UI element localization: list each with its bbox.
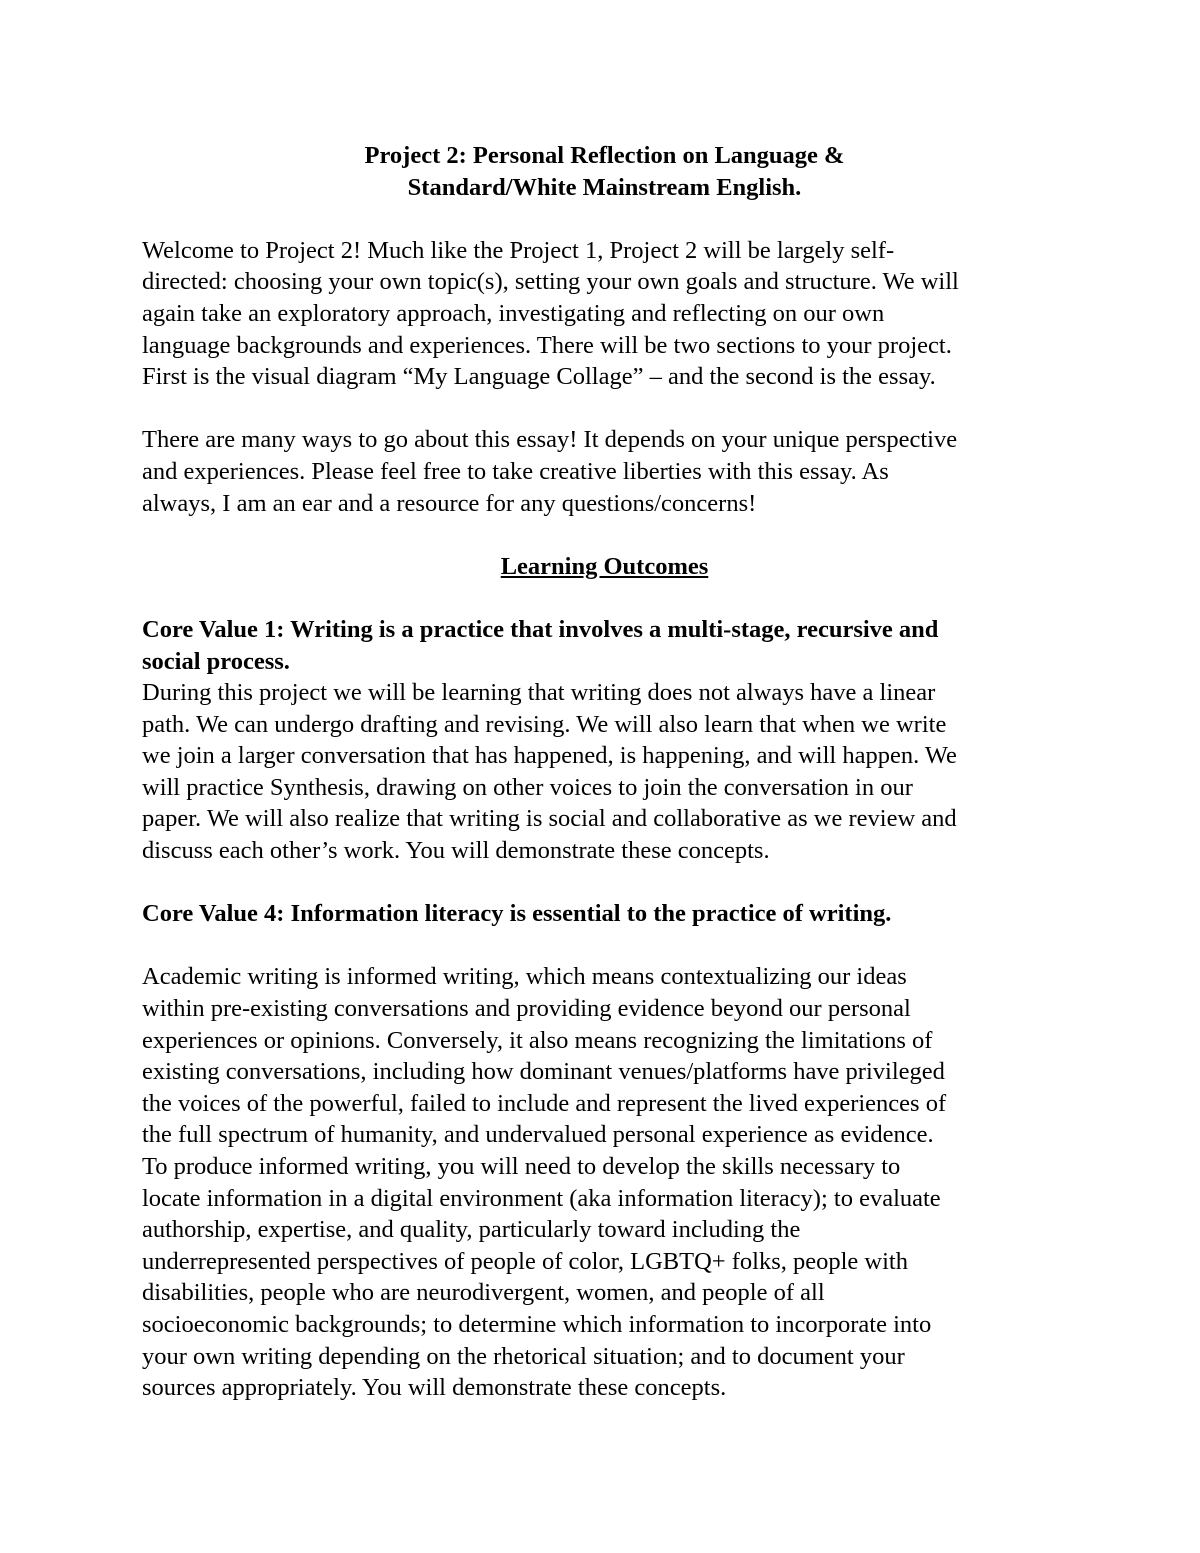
core1-body-line: will practice Synthesis, drawing on other voices to join the conversation in our	[142, 773, 913, 801]
core-value-1-heading	[142, 614, 1067, 677]
core4-body-line: locate information in a digital environment (aka information literacy); to evaluate	[142, 1184, 941, 1212]
core1-body-line: we join a larger conversation that has happened, is happening, and will happen. We	[142, 742, 957, 770]
core-value-4-body	[142, 961, 1067, 1403]
core4-body-line: To produce informed writing, you will need to develop the skills necessary to	[142, 1153, 901, 1180]
core4-body-line: your own writing depending on the rhetorical situation; and to document your	[142, 1342, 905, 1370]
core4-body-line: the full spectrum of humanity, and undervalued personal experience as evidence.	[142, 1121, 934, 1149]
core1-heading-line: social process.	[142, 647, 290, 675]
core4-body-line: experiences or opinions. Conversely, it also means recognizing the limitations of	[142, 1026, 933, 1054]
intro-line: directed: choosing your own topic(s), setting your own goals and structure. We will	[142, 268, 959, 296]
core1-body-line: paper. We will also realize that writing is social and collaborative as we review and	[142, 805, 957, 833]
title-line-2: Standard/White Mainstream English.	[407, 173, 802, 201]
intro-line: Welcome to Project 2! Much like the Project 1, Project 2 will be largely self-	[142, 236, 895, 264]
core4-body-line: sources appropriately. You will demonstrate these concepts.	[142, 1374, 727, 1402]
document-page	[142, 140, 1067, 1404]
intro-line: First is the visual diagram “My Language Collage” – and the second is the essay.	[142, 363, 936, 391]
intro-line: again take an exploratory approach, investigating and reflecting on our own	[142, 299, 885, 327]
core-value-4-heading: Core Value 4: Information literacy is essential to the practice of writing.	[142, 900, 892, 928]
core1-body-line: path. We can undergo drafting and revising. We will also learn that when we write	[142, 710, 947, 738]
core4-body-line: Academic writing is informed writing, which means contextualizing our ideas	[142, 963, 907, 991]
core1-heading-line: Core Value 1: Writing is a practice that involves a multi-stage, recursive and	[142, 615, 939, 643]
core4-body-line: socioeconomic backgrounds; to determine which information to incorporate into	[142, 1310, 932, 1338]
core1-body-line: discuss each other’s work. You will demonstrate these concepts.	[142, 837, 770, 865]
second-line: always, I am an ear and a resource for any questions/concerns!	[142, 489, 757, 517]
core1-body-line: During this project we will be learning that writing does not always have a linear	[142, 679, 936, 707]
second-paragraph	[142, 424, 1067, 519]
core4-body-line: the voices of the powerful, failed to include and represent the lived experiences of	[142, 1089, 947, 1117]
core4-body-line: authorship, expertise, and quality, particularly toward including the	[142, 1216, 801, 1244]
second-line: and experiences. Please feel free to take creative liberties with this essay. As	[142, 457, 889, 485]
core4-body-line: disabilities, people who are neurodivergent, women, and people of all	[142, 1279, 825, 1307]
core4-body-line: underrepresented perspectives of people of color, LGBTQ+ folks, people with	[142, 1247, 908, 1275]
intro-line: language backgrounds and experiences. There will be two sections to your project.	[142, 331, 952, 359]
core4-body-line: existing conversations, including how dominant venues/platforms have privileged	[142, 1058, 945, 1086]
second-line: There are many ways to go about this essay! It depends on your unique perspective	[142, 426, 958, 454]
document-title	[142, 140, 1067, 203]
learning-outcomes-heading: Learning Outcomes	[500, 552, 709, 580]
core-value-1-body	[142, 677, 1067, 867]
intro-paragraph	[142, 235, 1067, 393]
title-line-1: Project 2: Personal Reflection on Language &	[364, 142, 845, 169]
core4-body-line: within pre-existing conversations and providing evidence beyond our personal	[142, 995, 911, 1023]
